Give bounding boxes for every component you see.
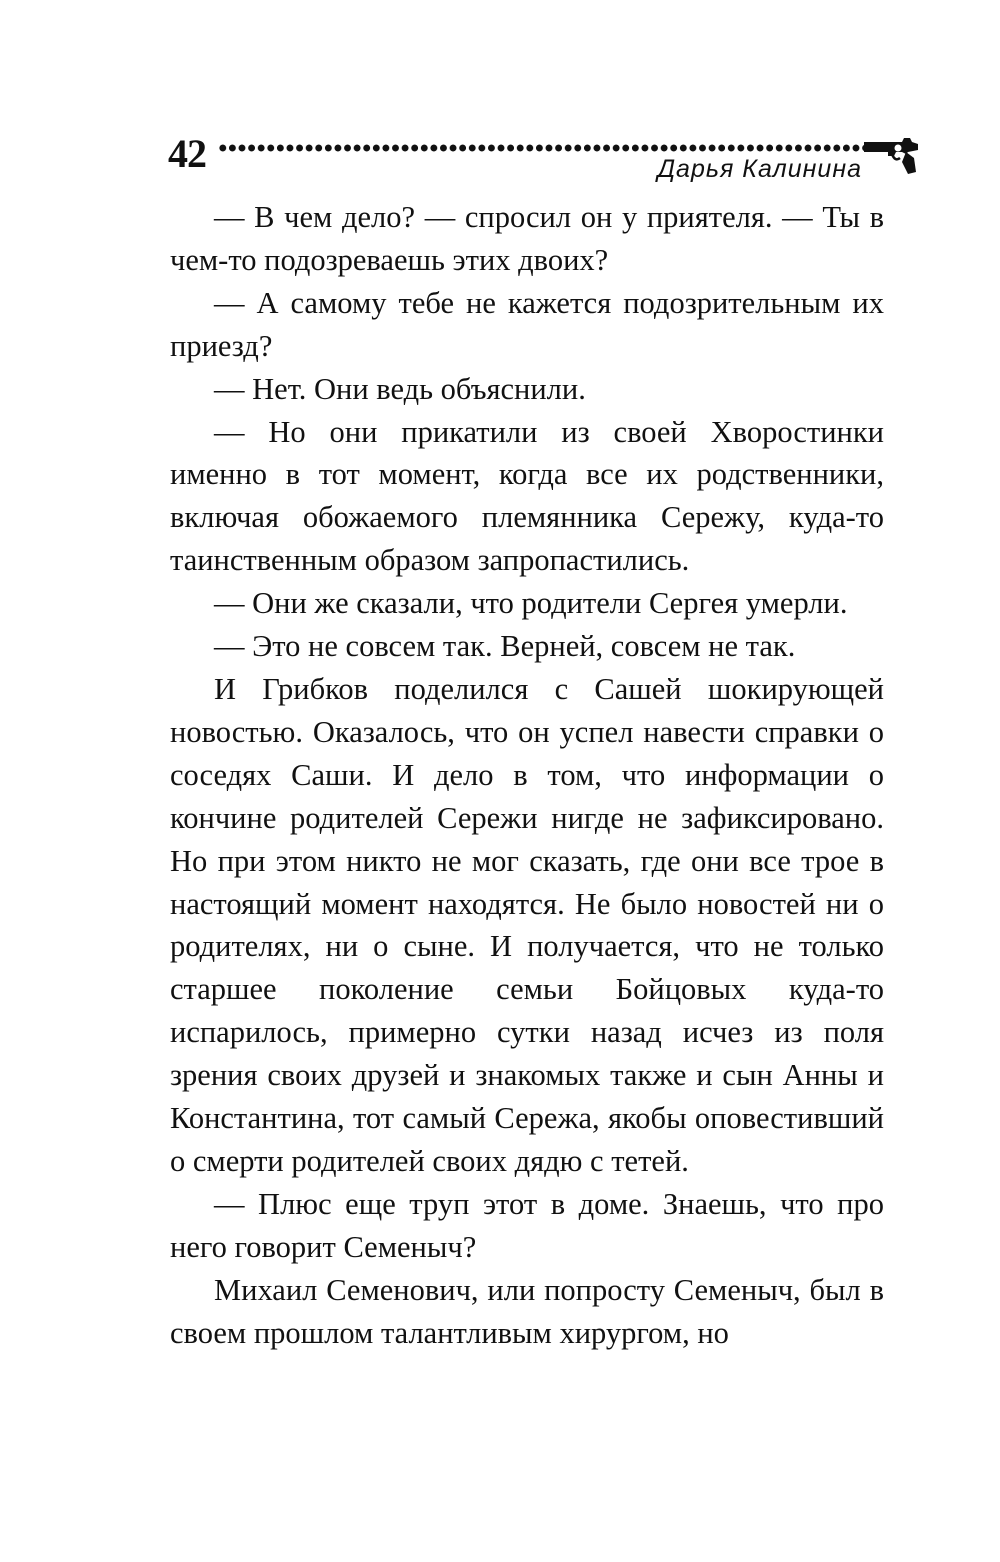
paragraph: — Плюс еще труп этот в доме. Знаешь, что про него говорит Семеныч?	[170, 1186, 884, 1264]
paragraph: — Нет. Они ведь объяснили.	[214, 371, 586, 406]
paragraph: — В чем дело? — спросил он у приятеля. — Ты в чем-то подозреваешь этих двоих?	[170, 200, 884, 277]
paragraph: И Грибков поделился с Сашей шокирующей новостью. Оказалось, что он успел навести справки о соседях Саши. И дело в том, что информации о кончине родителей Сережи нигде не зафиксировано. Но при этом никто не мог сказать, где они все трое в настоящий момент находятся. Не было новостей ни о родителях, ни о сыне. И получается, что не только старшее поколение семьи Бойцовых куда-то испарилось, примерно сутки назад исчез из поля зрения своих друзей и знакомых также и сын Анны и Константина, тот самый Сережа, якобы оповестивший о смерти родителей своих дядю с тетей.	[170, 671, 884, 1178]
paragraph: — Но они прикатили из своей Хворостинки именно в тот момент, когда все их родственники, включая обожаемого племянника Сережу, куда-то таинственным образом запропастились.	[170, 414, 884, 578]
paragraph: Михаил Семенович, или попросту Семеныч, был в своем прошлом талантливым хирургом, но	[170, 1272, 884, 1350]
revolver-icon	[862, 132, 922, 176]
paragraph: — Это не совсем так. Верней, совсем не так.	[214, 629, 796, 664]
dotted-rule	[218, 144, 866, 152]
running-head-author: Дарья Калинина	[657, 155, 862, 183]
page-body	[170, 196, 884, 1354]
paragraph: — А самому тебе не кажется подозрительным их приезд?	[170, 285, 884, 363]
page-number: 42	[168, 131, 206, 176]
paragraph: — Они же сказали, что родители Сергея умерли.	[214, 586, 848, 621]
running-header	[0, 0, 1000, 200]
